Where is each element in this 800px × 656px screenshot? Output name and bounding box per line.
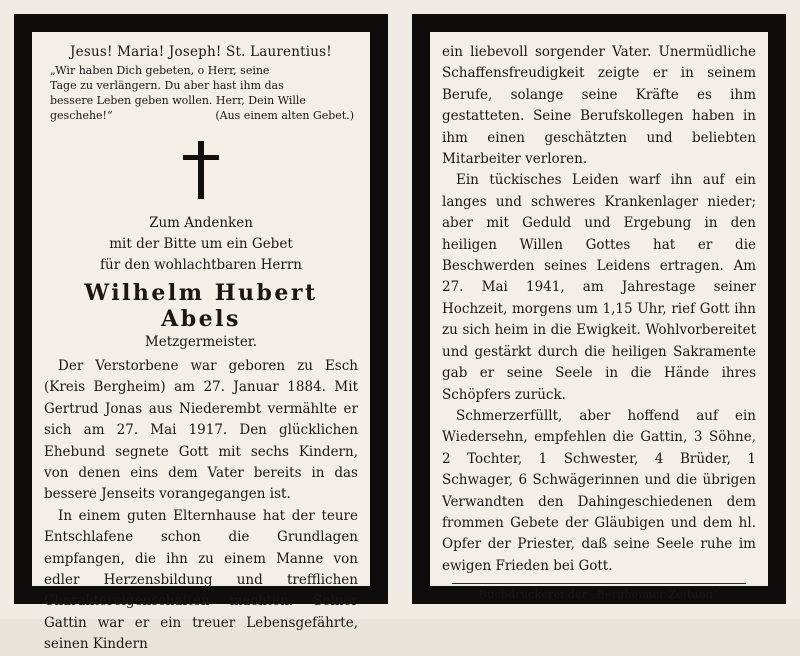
- printer-credit: Buchdruckerei der „Bergheimer Zeitung“: [478, 588, 720, 602]
- right-card-panel: [430, 32, 768, 602]
- biography-paragraph-2: In einem guten Elternhause hat der teure Entschlafene schon die Grundlagen empfangen, die ihn zu einem Manne von edler Herzensbildung und trefflichen Charaktereigenschaften machten. Seiner Gattin war er ein treuer Lebensgefährte, seinen Kindern: [44, 507, 358, 653]
- prayer-quote: [50, 63, 354, 123]
- latin-cross-icon: [181, 141, 221, 199]
- dedication-line-2: mit der Bitte um ein Gebet: [109, 236, 293, 252]
- divider: [452, 583, 746, 584]
- dedication-line-3: für den wohlachtbaren Herrn: [100, 257, 302, 273]
- right-card-border: [412, 14, 786, 604]
- prayer-source: (Aus einem alten Gebet.): [215, 109, 354, 122]
- invocation: Jesus! Maria! Joseph! St. Laurentius!: [70, 44, 332, 60]
- dedication: [44, 213, 358, 276]
- biography-paragraph-1: Der Verstorbene war geboren zu Esch (Kreis Bergheim) am 27. Januar 1884. Mit Gertrud Jonas aus Niederembt vermählte er sich am 27. Mai 1917. Den glücklichen Ehebund segnete Gott mit sechs Kindern, von denen eins dem Vater bereits in das bessere Jenseits vorangegangen ist.: [44, 358, 358, 503]
- deceased-name: Wilhelm Hubert Abels: [84, 280, 318, 332]
- biography-paragraph-3: ein liebevoll sorgender Vater. Unermüdliche Schaffensfreudigkeit zeigte er in seinem Berufe, solange seine Kräfte es ihm gestatteten. Seine Berufskollegen haben in ihm einen geschätzten und beliebten Mitarbeiter verloren.: [442, 44, 756, 168]
- prayer-line-1: „Wir haben Dich gebeten, o Herr, seine: [50, 64, 270, 77]
- left-card-panel: [32, 32, 370, 653]
- dedication-line-1: Zum Andenken: [149, 215, 253, 231]
- prayer-line-4: geschehe!“: [50, 109, 113, 122]
- family-paragraph: Schmerzerfüllt, aber hoffend auf ein Wiedersehn, empfehlen die Gattin, 3 Söhne, 2 Tochter, 1 Schwester, 4 Brüder, 1 Schwager, 6 Schwägerinnen und die übrigen Verwandten den Dahingeschiedenen dem frommen Gebete der Gläubigen und dem hl. Opfer der Priester, daß seine Seele ruhe im ewigen Frieden bei Gott.: [442, 407, 756, 574]
- illness-paragraph: Ein tückisches Leiden warf ihn auf ein langes und schweres Krankenlager nieder; aber mit Geduld und Ergebung in den heiligen Willen Gottes hat er die Beschwerden seines Leidens ertragen. Am 27. Mai 1941, am Jahrestage seiner Hochzeit, morgens um 1,15 Uhr, rief Gott ihn zu sich heim in die Ewigkeit. Wohlvorbereitet und gestärkt durch die heiligen Sakramente gab er seine Seele in die Hände ihres Schöpfers zurück.: [442, 172, 756, 403]
- prayer-line-3: bessere Leben geben wollen. Herr, Dein Wille: [50, 94, 306, 107]
- prayer-last-line: [50, 108, 354, 123]
- left-card-border: [14, 14, 388, 653]
- deceased-profession: Metzgermeister.: [144, 334, 258, 350]
- prayer-line-2: Tage zu verlängern. Du aber hast ihm das: [50, 79, 284, 92]
